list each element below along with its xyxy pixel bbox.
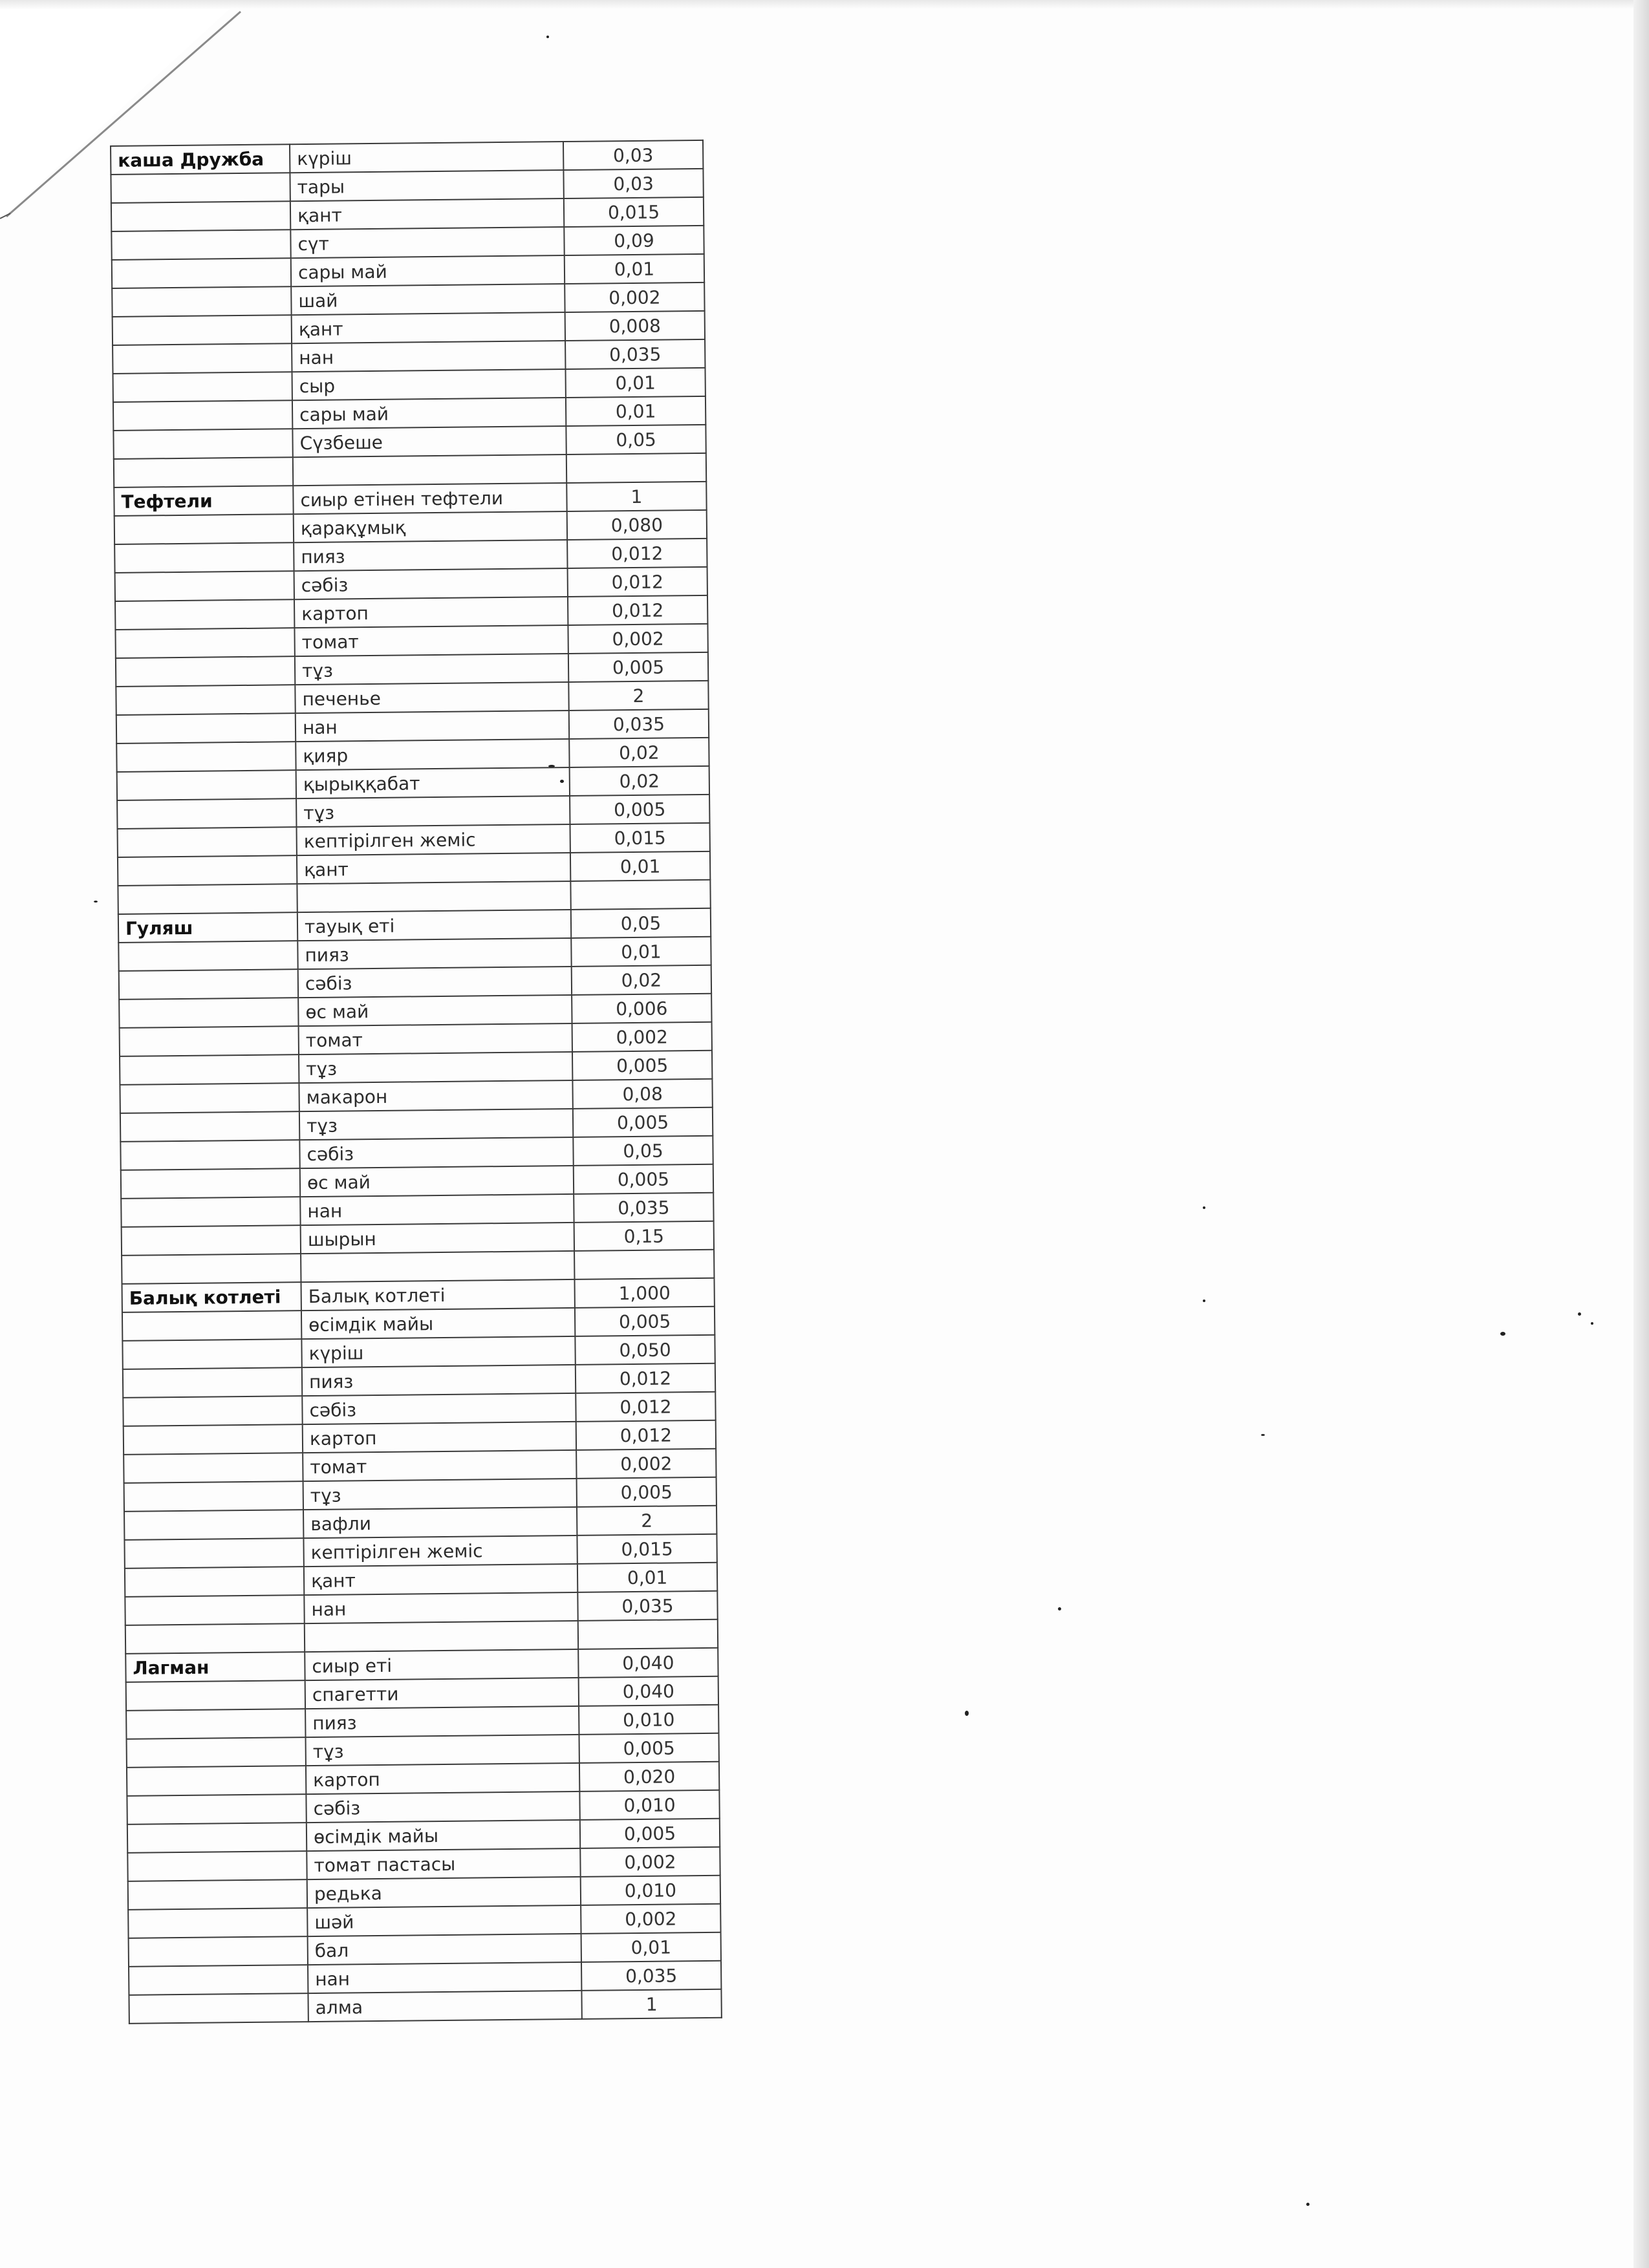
quantity-cell: 0,080 bbox=[567, 510, 707, 540]
ingredient-cell: макарон bbox=[299, 1080, 572, 1111]
dish-empty-cell bbox=[120, 1111, 299, 1142]
dish-empty-cell bbox=[120, 1140, 299, 1170]
quantity-cell: 0,002 bbox=[565, 283, 704, 312]
ingredient-cell: томат bbox=[294, 625, 568, 656]
empty-cell bbox=[305, 1621, 578, 1652]
quantity-cell: 2 bbox=[568, 681, 708, 711]
empty-cell bbox=[118, 884, 297, 914]
ingredient-cell: тұз bbox=[295, 654, 568, 685]
ingredient-cell: вафли bbox=[303, 1507, 577, 1538]
quantity-cell: 0,02 bbox=[572, 965, 711, 995]
scan-speck bbox=[1578, 1312, 1581, 1316]
quantity-cell: 0,01 bbox=[565, 368, 705, 398]
quantity-cell: 0,005 bbox=[580, 1819, 720, 1848]
quantity-cell: 0,012 bbox=[568, 567, 707, 597]
ingredient-cell: тұз bbox=[303, 1479, 577, 1510]
ingredient-cell: қияр bbox=[296, 739, 569, 770]
dish-empty-cell bbox=[117, 798, 296, 829]
ingredient-cell: сәбіз bbox=[302, 1393, 576, 1424]
ingredient-cell: сәбіз bbox=[299, 1137, 573, 1168]
quantity-cell: 0,15 bbox=[574, 1221, 714, 1251]
ingredient-cell: күріш bbox=[301, 1336, 575, 1367]
dish-empty-cell bbox=[113, 372, 292, 402]
dish-empty-cell bbox=[129, 1993, 308, 2024]
quantity-cell: 0,05 bbox=[566, 425, 706, 455]
dish-empty-cell bbox=[127, 1851, 307, 1881]
ingredient-cell: нан bbox=[296, 711, 569, 742]
ingredient-cell: нан bbox=[292, 341, 565, 372]
ingredient-cell: шырын bbox=[301, 1223, 574, 1254]
ingredient-cell: қант bbox=[290, 198, 564, 230]
dish-empty-cell bbox=[124, 1453, 303, 1483]
ingredient-cell: пияз bbox=[302, 1365, 576, 1396]
ingredients-sheet bbox=[110, 140, 722, 2024]
dish-empty-cell bbox=[119, 998, 298, 1028]
quantity-cell: 0,012 bbox=[576, 1364, 715, 1393]
empty-cell bbox=[578, 1620, 718, 1649]
dish-empty-cell bbox=[118, 941, 297, 971]
ingredient-cell: томат bbox=[303, 1450, 576, 1481]
quantity-cell: 0,01 bbox=[566, 396, 706, 426]
dish-empty-cell bbox=[121, 1168, 300, 1199]
empty-cell bbox=[566, 453, 706, 483]
dish-empty-cell bbox=[111, 173, 290, 203]
ingredient-cell: тауық еті bbox=[297, 910, 571, 941]
quantity-cell: 0,035 bbox=[569, 709, 709, 739]
scan-speck bbox=[1591, 1322, 1593, 1325]
scan-speck bbox=[1500, 1332, 1505, 1336]
ingredient-cell: сыр bbox=[292, 369, 565, 400]
quantity-cell: 0,01 bbox=[577, 1563, 717, 1592]
quantity-cell: 0,002 bbox=[580, 1847, 720, 1877]
ingredient-cell: нан bbox=[308, 1962, 581, 1993]
quantity-cell: 0,02 bbox=[570, 766, 709, 796]
dish-empty-cell bbox=[122, 1339, 301, 1369]
quantity-cell: 0,005 bbox=[573, 1107, 713, 1137]
ingredient-cell: пияз bbox=[305, 1706, 579, 1737]
ingredient-cell: қарақұмық bbox=[294, 511, 567, 542]
dish-empty-cell bbox=[115, 571, 294, 601]
quantity-cell: 0,035 bbox=[565, 339, 705, 369]
dish-empty-cell bbox=[113, 315, 292, 345]
dish-name-cell: Гуляш bbox=[118, 912, 297, 943]
quantity-cell: 0,002 bbox=[581, 1904, 720, 1934]
ingredient-cell: пияз bbox=[297, 938, 571, 969]
quantity-cell: 0,040 bbox=[579, 1676, 718, 1706]
quantity-cell: 0,015 bbox=[564, 197, 704, 227]
ingredient-cell: күріш bbox=[290, 142, 563, 173]
quantity-cell: 0,005 bbox=[570, 795, 709, 824]
empty-cell bbox=[293, 455, 566, 486]
quantity-cell: 0,02 bbox=[569, 738, 709, 767]
ingredient-cell: Балық котлеті bbox=[301, 1279, 575, 1311]
dish-empty-cell bbox=[120, 1026, 299, 1056]
dish-empty-cell bbox=[116, 713, 296, 744]
ingredient-cell: бал bbox=[308, 1934, 581, 1965]
ingredient-cell: өсімдік майы bbox=[307, 1820, 580, 1851]
quantity-cell: 0,040 bbox=[578, 1648, 718, 1678]
empty-cell bbox=[122, 1254, 301, 1284]
scan-speck bbox=[1306, 2203, 1310, 2206]
scan-top-edge bbox=[0, 0, 1649, 9]
quantity-cell: 0,012 bbox=[568, 595, 707, 625]
ingredient-cell: тұз bbox=[299, 1052, 572, 1083]
ingredient-cell: өс май bbox=[298, 995, 572, 1026]
ingredient-cell: қант bbox=[292, 312, 565, 343]
dish-empty-cell bbox=[118, 827, 297, 857]
dish-name-cell: каша Дружба bbox=[111, 144, 290, 175]
ingredient-cell: картоп bbox=[294, 597, 568, 628]
quantity-cell: 0,01 bbox=[570, 851, 710, 881]
quantity-cell: 0,006 bbox=[572, 994, 711, 1023]
quantity-cell: 0,010 bbox=[581, 1876, 720, 1905]
empty-cell bbox=[297, 881, 570, 912]
dish-empty-cell bbox=[123, 1396, 302, 1426]
ingredient-cell: сүт bbox=[290, 227, 564, 258]
dish-empty-cell bbox=[118, 855, 297, 886]
ingredient-cell: сәбіз bbox=[306, 1792, 579, 1823]
dish-empty-cell bbox=[127, 1766, 306, 1796]
ingredient-cell: өсімдік майы bbox=[301, 1308, 575, 1339]
empty-cell bbox=[114, 457, 293, 487]
quantity-cell: 0,08 bbox=[572, 1079, 712, 1109]
dish-empty-cell bbox=[127, 1737, 306, 1768]
dish-empty-cell bbox=[122, 1225, 301, 1256]
quantity-cell: 0,01 bbox=[571, 937, 711, 967]
ingredient-cell: тары bbox=[290, 170, 563, 201]
ingredient-cell: тұз bbox=[299, 1109, 573, 1140]
dish-empty-cell bbox=[111, 230, 290, 260]
dish-empty-cell bbox=[125, 1595, 304, 1625]
ingredient-cell: редька bbox=[307, 1877, 581, 1908]
quantity-cell: 0,03 bbox=[563, 140, 703, 170]
scan-speck bbox=[965, 1711, 969, 1716]
dish-empty-cell bbox=[116, 742, 296, 772]
ingredient-cell: тұз bbox=[296, 796, 570, 827]
dish-empty-cell bbox=[126, 1680, 305, 1711]
ingredient-cell: өс май bbox=[300, 1166, 574, 1197]
quantity-cell: 0,015 bbox=[577, 1534, 717, 1564]
ingredient-cell: томат bbox=[299, 1023, 572, 1054]
ingredient-cell: сәбіз bbox=[298, 967, 572, 998]
dish-empty-cell bbox=[128, 1908, 307, 1938]
dish-empty-cell bbox=[129, 1965, 308, 1995]
ingredient-cell: спагетти bbox=[305, 1678, 579, 1709]
dish-empty-cell bbox=[117, 770, 296, 800]
quantity-cell: 0,01 bbox=[581, 1932, 721, 1962]
quantity-cell: 0,03 bbox=[563, 169, 703, 198]
dish-empty-cell bbox=[122, 1311, 301, 1341]
quantity-cell: 2 bbox=[577, 1506, 717, 1535]
quantity-cell: 0,005 bbox=[579, 1733, 718, 1763]
ingredient-cell: нан bbox=[304, 1592, 577, 1623]
dish-name-cell: Тефтели bbox=[114, 486, 293, 516]
dish-empty-cell bbox=[125, 1567, 304, 1597]
quantity-cell: 0,012 bbox=[576, 1420, 716, 1450]
scan-right-edge bbox=[1633, 0, 1649, 2268]
quantity-cell: 0,05 bbox=[571, 908, 711, 938]
dish-empty-cell bbox=[112, 258, 291, 288]
dish-empty-cell bbox=[113, 429, 292, 459]
quantity-cell: 0,005 bbox=[572, 1051, 712, 1080]
ingredient-cell: сары май bbox=[292, 398, 566, 429]
ingredient-cell: картоп bbox=[306, 1763, 579, 1794]
ingredient-cell: тұз bbox=[306, 1735, 579, 1766]
dish-empty-cell bbox=[120, 1054, 299, 1085]
ingredient-cell: картоп bbox=[303, 1422, 576, 1453]
quantity-cell: 0,050 bbox=[575, 1335, 715, 1365]
dish-empty-cell bbox=[128, 1879, 307, 1910]
ingredient-cell: кептірілген жеміс bbox=[297, 824, 570, 855]
quantity-cell: 0,01 bbox=[565, 254, 704, 284]
quantity-cell: 0,015 bbox=[570, 823, 709, 853]
quantity-cell: 0,002 bbox=[576, 1449, 716, 1479]
dish-empty-cell bbox=[111, 201, 290, 231]
table-row bbox=[129, 1989, 721, 2024]
quantity-cell: 0,010 bbox=[579, 1705, 718, 1735]
ingredient-cell: печенье bbox=[295, 682, 568, 713]
ingredient-cell: қант bbox=[297, 853, 570, 884]
empty-cell bbox=[301, 1251, 574, 1282]
quantity-cell: 0,005 bbox=[568, 652, 708, 682]
ingredient-cell: сиыр еті bbox=[305, 1649, 578, 1680]
dish-empty-cell bbox=[124, 1424, 303, 1455]
scan-speck bbox=[546, 36, 549, 38]
empty-cell bbox=[570, 880, 710, 910]
dish-empty-cell bbox=[119, 969, 298, 1000]
quantity-cell: 0,002 bbox=[568, 624, 707, 654]
empty-cell bbox=[125, 1623, 305, 1654]
dish-empty-cell bbox=[127, 1794, 306, 1824]
dish-empty-cell bbox=[116, 656, 295, 687]
dish-empty-cell bbox=[127, 1823, 307, 1853]
ingredient-cell: шәй bbox=[307, 1905, 581, 1936]
ingredient-cell: қырыққабат bbox=[296, 767, 570, 798]
dish-name-cell: Балық котлеті bbox=[122, 1282, 301, 1312]
quantity-cell: 0,09 bbox=[564, 226, 704, 255]
dish-empty-cell bbox=[114, 542, 294, 573]
quantity-cell: 0,012 bbox=[576, 1392, 715, 1422]
quantity-cell: 0,035 bbox=[581, 1961, 721, 1991]
quantity-cell: 0,005 bbox=[575, 1307, 715, 1336]
quantity-cell: 0,008 bbox=[565, 311, 705, 341]
dish-name-cell: Лагман bbox=[125, 1652, 305, 1682]
ingredient-cell: сиыр етінен тефтели bbox=[293, 483, 566, 514]
dish-empty-cell bbox=[115, 628, 294, 658]
empty-cell bbox=[574, 1250, 714, 1279]
ingredient-cell: сары май bbox=[291, 255, 565, 286]
quantity-cell: 0,05 bbox=[573, 1136, 713, 1166]
quantity-cell: 0,035 bbox=[577, 1591, 717, 1621]
dish-empty-cell bbox=[124, 1538, 303, 1568]
quantity-cell: 1 bbox=[566, 482, 706, 511]
scan-speck bbox=[94, 901, 98, 903]
dish-empty-cell bbox=[113, 343, 292, 374]
quantity-cell: 0,005 bbox=[574, 1164, 713, 1194]
dish-empty-cell bbox=[126, 1709, 305, 1739]
dish-empty-cell bbox=[129, 1936, 308, 1967]
quantity-cell: 0,005 bbox=[577, 1477, 717, 1507]
scan-speck bbox=[1203, 1300, 1205, 1302]
scan-speck bbox=[1058, 1607, 1061, 1610]
ingredient-cell: шай bbox=[291, 284, 565, 315]
quantity-cell: 1 bbox=[581, 1989, 721, 2019]
dish-empty-cell bbox=[113, 400, 292, 431]
ingredient-cell: Сүзбеше bbox=[292, 426, 566, 457]
ingredient-cell: алма bbox=[308, 1991, 581, 2022]
ingredient-cell: сәбіз bbox=[294, 568, 568, 599]
dish-empty-cell bbox=[114, 514, 294, 544]
ingredient-cell: томат пастасы bbox=[307, 1848, 580, 1879]
ingredients-table bbox=[110, 140, 722, 2024]
dish-empty-cell bbox=[120, 1083, 299, 1113]
dish-empty-cell bbox=[121, 1197, 300, 1227]
quantity-cell: 0,002 bbox=[572, 1022, 712, 1052]
dish-empty-cell bbox=[115, 599, 294, 630]
ingredient-cell: кептірілген жеміс bbox=[303, 1535, 577, 1567]
scan-speck bbox=[1261, 1434, 1265, 1436]
quantity-cell: 1,000 bbox=[574, 1278, 714, 1308]
quantity-cell: 0,012 bbox=[567, 539, 707, 568]
ingredient-cell: пияз bbox=[294, 540, 567, 571]
dish-empty-cell bbox=[112, 286, 291, 317]
dish-empty-cell bbox=[124, 1510, 303, 1540]
ingredient-cell: нан bbox=[300, 1194, 574, 1225]
quantity-cell: 0,010 bbox=[579, 1790, 719, 1820]
dish-empty-cell bbox=[116, 685, 295, 715]
quantity-cell: 0,035 bbox=[574, 1193, 713, 1223]
quantity-cell: 0,020 bbox=[579, 1762, 719, 1792]
dish-empty-cell bbox=[124, 1481, 303, 1512]
ingredient-cell: қант bbox=[304, 1564, 577, 1595]
dish-empty-cell bbox=[123, 1367, 302, 1398]
scan-speck bbox=[1203, 1206, 1205, 1209]
ingredients-table-body bbox=[111, 140, 722, 2024]
